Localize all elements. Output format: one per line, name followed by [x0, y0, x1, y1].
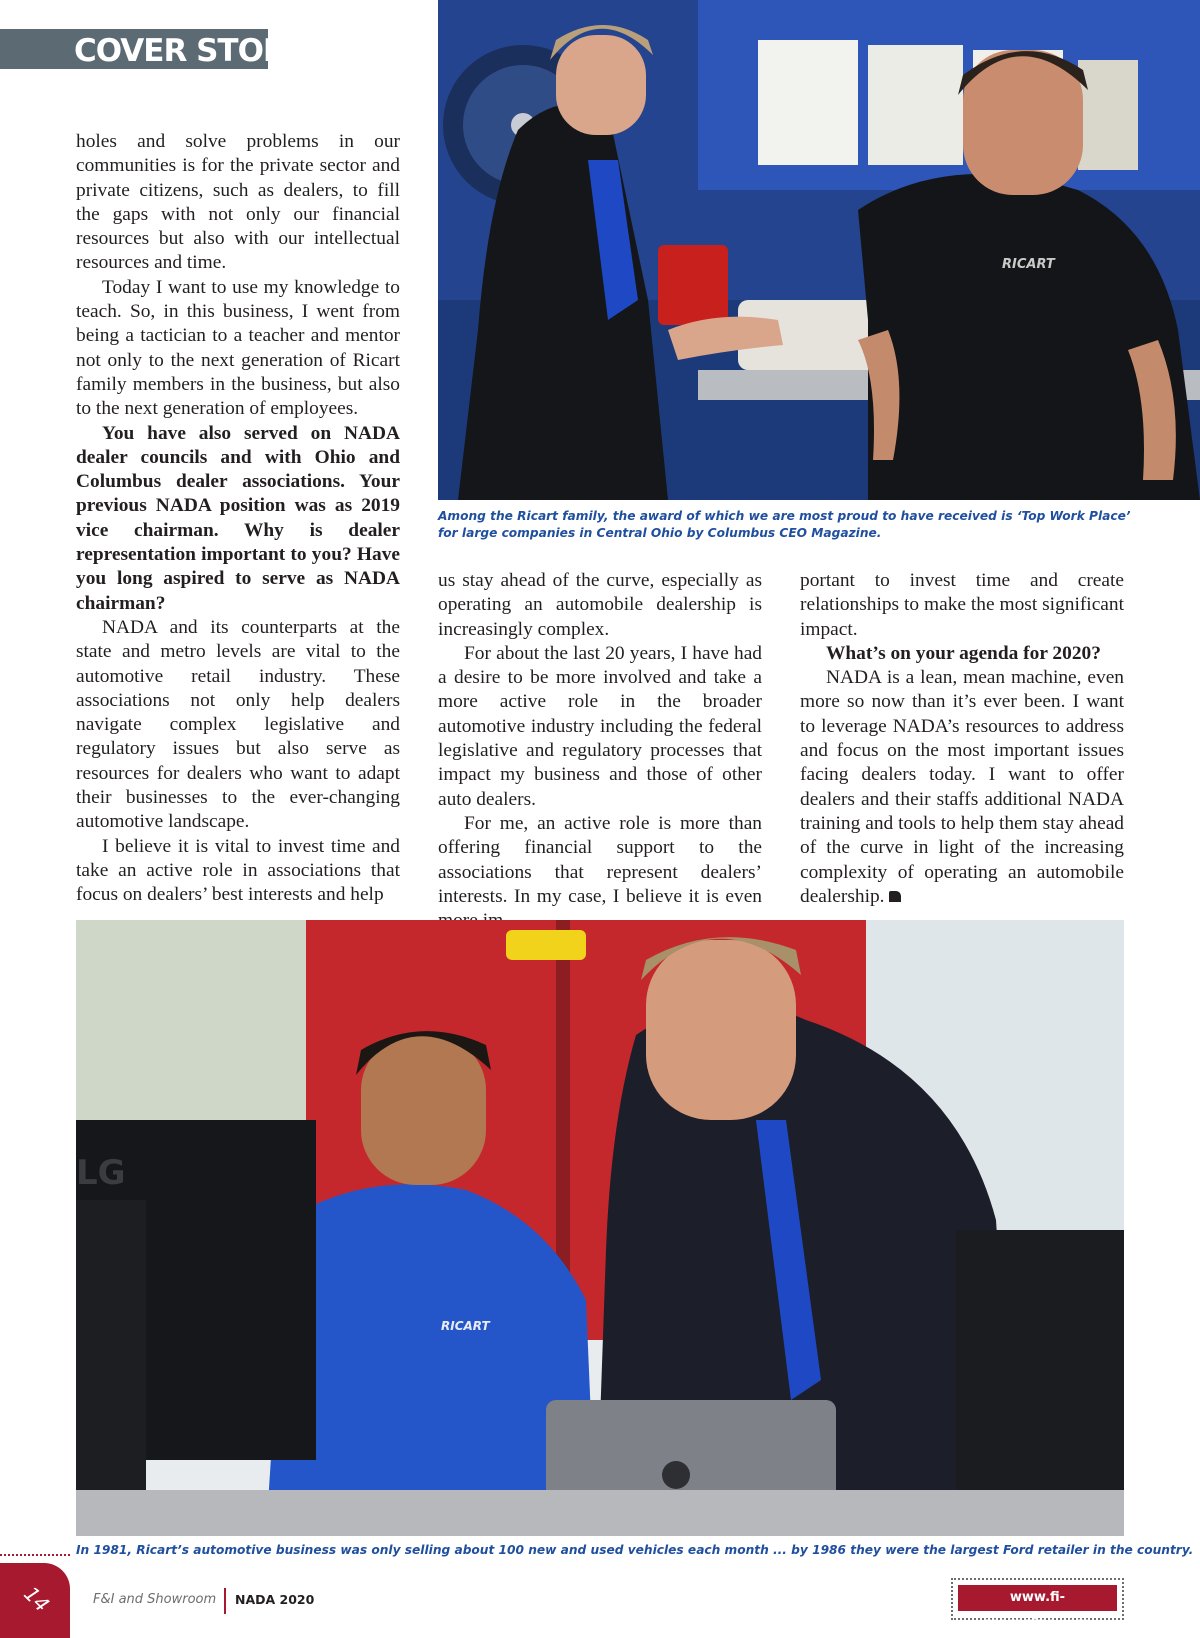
- interview-question: You have also served on NADA dealer councils and with Ohio and Columbus dealer associations. Your previous NADA position was as 2019 vice chairman. Why is dealer representation important to you? Have you long aspired to serve as NADA chairman?: [76, 422, 400, 614]
- end-of-story-mark: [889, 891, 901, 902]
- photo-top-caption: Among the Ricart family, the award of which we are most proud to have received is ‘Top Work Place’ for large companies in Central Ohio by Columbus CEO Magazine.: [438, 509, 1131, 540]
- body-paragraph: Today I want to use my knowledge to teach. So, in this business, I went from being a tactician to a teacher and mentor not only to the next generation of Ricart family members in the business, but also to the next generation of employees.: [76, 276, 400, 420]
- body-paragraph: portant to invest time and create relationships to make the most significant impact.: [800, 570, 1124, 640]
- footer-magazine-name: F&I and Showroom: [93, 1592, 217, 1607]
- body-paragraph: NADA is a lean, mean machine, even more so now than it’s ever been. I want to leverage NADA’s resources to address and focus on the most important issues facing dealers today. I want to offer dealers and their staffs additional NADA training and tools to help them stay ahead of the curve in light of the increasing complexity of operating an automobile dealership.: [800, 667, 1124, 907]
- article-column-2: [438, 569, 762, 933]
- shirt-logo-text-bottom: RICART: [441, 1319, 490, 1333]
- body-paragraph: us stay ahead of the curve, especially as operating an automobile dealership is increasingly complex.: [438, 570, 762, 640]
- photo-dealer-and-technician: [438, 0, 1200, 500]
- body-paragraph: I believe it is vital to invest time and take an active role in associations that focus on dealers’ best interests and help: [76, 835, 400, 906]
- footer-website-link[interactable]: [951, 1578, 1124, 1631]
- body-paragraph: For me, an active role is more than offering financial support to the associations that represent dealers’ interests. In my case, I believe it is even: [438, 812, 762, 907]
- page-number-tab: [0, 1563, 70, 1638]
- interview-question: What’s on your agenda for 2020?: [826, 642, 1101, 664]
- footer-divider: [224, 1588, 226, 1614]
- footer-url-text: www.fi-magazine.com: [958, 1585, 1117, 1611]
- photo-bottom-illustration: [76, 920, 1124, 1536]
- section-label: COVER STORY: [0, 29, 268, 69]
- photo-bottom-caption: In 1981, Ricart’s automotive business was only selling about 100 new and used vehicles each month ... by 1986 they were the largest Ford retailer in the country.: [76, 1543, 1194, 1557]
- body-paragraph: NADA and its counterparts at the state and metro levels are vital to the automotive retail industry. These associations not only help dealers navigate complex legislative and regulatory issues but also serve as resources for dealers who want to adapt their businesses to the ever-changing automotive landscape.: [76, 616, 400, 833]
- shirt-logo-text: RICART: [1002, 257, 1055, 272]
- article-column-1: [76, 130, 400, 908]
- footer-issue: NADA 2020: [235, 1592, 315, 1607]
- body-paragraph: holes and solve problems in our communities is for the private sector and private citizens, such as dealers, to fill the gaps with not only our financial resources but also with our intellectual resources and time.: [76, 131, 400, 274]
- monitor-logo-text: LG: [76, 1153, 126, 1193]
- photo-top-illustration: [438, 0, 1200, 500]
- article-column-3: [800, 569, 1124, 909]
- page-number: 14: [19, 1581, 55, 1617]
- body-paragraph: For about the last 20 years, I have had a desire to be more involved and take a more active role in the broader automotive industry including the federal legislative and regulatory processes that impact my business and those of other auto dealers.: [438, 642, 762, 810]
- photo-dealer-and-employee-at-desk: [76, 920, 1124, 1536]
